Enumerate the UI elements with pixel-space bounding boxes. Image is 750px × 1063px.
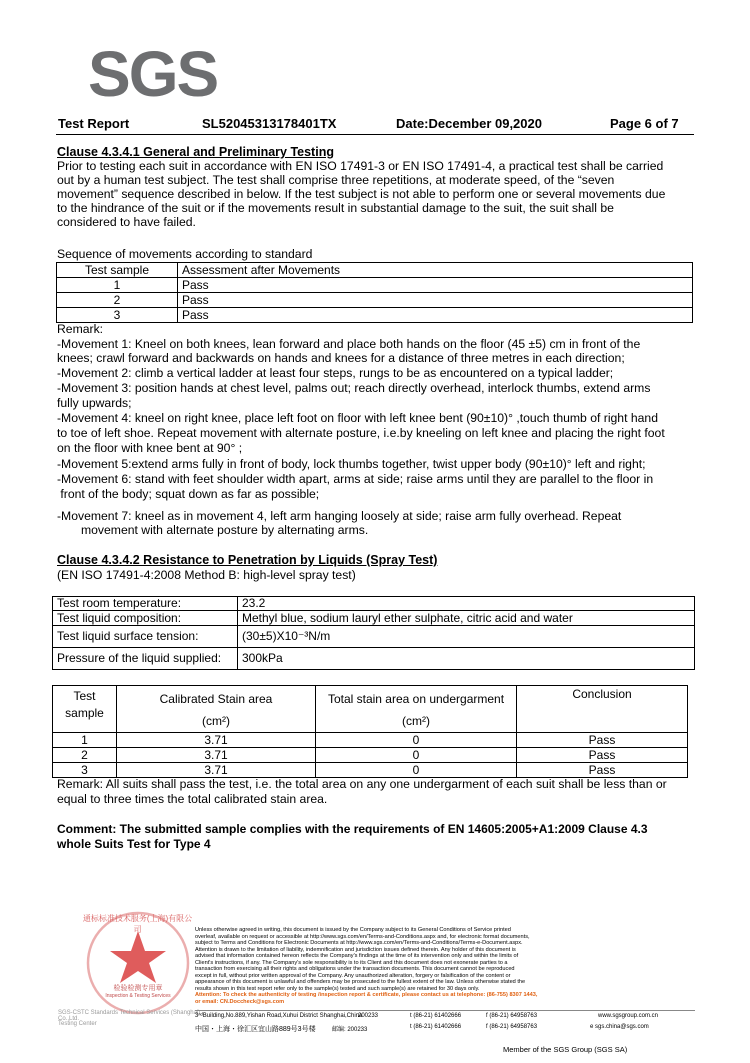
conclusion-cell: Pass bbox=[517, 748, 688, 763]
table-row bbox=[53, 748, 688, 763]
remark-line: on the floor with knee bent at 90° ; bbox=[57, 440, 243, 455]
col-header: Test sample bbox=[57, 263, 178, 278]
clause2-subtitle: (EN ISO 17491-4:2008 Method B: high-level spray test) bbox=[57, 568, 356, 582]
clause1-intro bbox=[57, 159, 697, 229]
stain-cell: 3.71 bbox=[117, 733, 316, 748]
stain-cell: 3.71 bbox=[117, 763, 316, 778]
footer-fax-cn: f (86-21) 64958763 bbox=[486, 1024, 538, 1030]
sample-cell: 3 bbox=[57, 308, 178, 323]
table-row bbox=[53, 611, 695, 626]
company-stamp bbox=[60, 905, 210, 1035]
intro-line: out by a human test subject. The test shall comprise three repetitions, at moderate speed, of the “seven bbox=[57, 173, 615, 187]
disclaimer-line: Client's instructions, if any. The Company's sole responsibility is to its Client and this document does not exonerate parties to a bbox=[195, 959, 508, 966]
assessment-cell: Pass bbox=[178, 293, 693, 308]
remark-line: -Movement 6: stand with feet shoulder width apart, arms at side; raise arms until they are parallel to the floor in bbox=[57, 472, 654, 487]
table-row bbox=[53, 733, 688, 748]
remark-line: -Movement 7: kneel as in movement 4, left arm hanging loosely at side; raise arm fully overhead. Repeat bbox=[57, 509, 622, 523]
footer-web: www.sgsgroup.com.cn bbox=[598, 1013, 659, 1019]
remark-line: knees; crawl forward and backwards on hands and knees for a distance of three metres in each direction; bbox=[57, 351, 625, 366]
sample-cell: 2 bbox=[57, 293, 178, 308]
movement-table bbox=[56, 262, 693, 323]
results-table bbox=[52, 685, 688, 778]
condition-value: (30±5)X10⁻³N/m bbox=[238, 626, 695, 648]
footer-member: Member of the SGS Group (SGS SA) bbox=[503, 1045, 628, 1054]
footer-postcode-cn: 邮编: 200233 bbox=[332, 1027, 368, 1033]
disclaimer-line: advised that information contained hereon reflects the Company's findings at the time of its intervention only and within the limits of bbox=[195, 953, 519, 959]
col-header bbox=[117, 686, 316, 733]
disclaimer-line: Unless otherwise agreed in writing, this document is issued by the Company subject to its General Conditions of Service printed bbox=[195, 927, 511, 933]
sequence-caption: Sequence of movements according to standard bbox=[57, 247, 313, 261]
remark-line: fully upwards; bbox=[57, 395, 132, 410]
stamp-ring-text: 通标标准技术服务(上海)有限公司 bbox=[82, 914, 193, 934]
stain-cell: 3.71 bbox=[117, 748, 316, 763]
condition-label: Pressure of the liquid supplied: bbox=[53, 648, 238, 670]
condition-label: Test liquid surface tension: bbox=[53, 626, 238, 648]
condition-label: Test liquid composition: bbox=[53, 611, 238, 626]
total-cell: 0 bbox=[316, 748, 517, 763]
movement-7 bbox=[57, 509, 697, 537]
header-text: Calibrated Stain area bbox=[159, 692, 273, 706]
footer-address-en: 3ⁿᵈBuilding,No.889,Yishan Road,Xuhui District Shanghai,China bbox=[195, 1013, 363, 1019]
header-text: (cm²) bbox=[202, 714, 230, 728]
total-cell: 0 bbox=[316, 733, 517, 748]
page-number: Page 6 of 7 bbox=[610, 116, 679, 131]
report-label: Test Report bbox=[58, 116, 130, 131]
assessment-cell: Pass bbox=[178, 278, 693, 293]
attention-line: Attention: To check the authenticity of testing /inspection report & certificate, please contact us at telephone: (86-755) 8307 1443, bbox=[195, 992, 538, 998]
disclaimer-line: transaction from exercising all their rights and obligations under the transaction documents. This document cannot be reproduced bbox=[195, 966, 515, 972]
footer-tel-cn: t (86-21) 61402666 bbox=[410, 1024, 462, 1030]
header-text: Test bbox=[73, 689, 96, 703]
sample-cell: 3 bbox=[53, 763, 117, 778]
col-header bbox=[316, 686, 517, 733]
condition-value: 300kPa bbox=[238, 648, 695, 670]
footer-tel-en: t (86-21) 61402666 bbox=[410, 1013, 462, 1019]
sample-cell: 1 bbox=[57, 278, 178, 293]
table-row bbox=[53, 597, 695, 611]
intro-line: movement” sequence described in below. If the test subject is not able to perform one or several movements due bbox=[57, 187, 666, 201]
stamp-side-text-2: Testing Center bbox=[58, 1021, 97, 1027]
conclusion-comment bbox=[57, 822, 697, 852]
footer-postcode-en: 200233 bbox=[358, 1013, 379, 1019]
table-header-row bbox=[57, 263, 693, 278]
conditions-table bbox=[52, 596, 695, 670]
attention-line: or email: CN.Doccheck@sgs.com bbox=[195, 998, 285, 1005]
disclaimer-line: except in full, without prior written approval of the Company. Any unauthorized alteration, forgery or falsification of the content or bbox=[195, 972, 511, 979]
intro-line: considered to have failed. bbox=[57, 215, 196, 229]
remark-line: Remark: All suits shall pass the test, i.e. the total area on any one undergarment of each suit shall be less than or bbox=[57, 777, 667, 791]
col-header bbox=[53, 686, 117, 733]
footer-address-cn: 中国・上海・徐汇区宜山路889号3号楼 bbox=[195, 1026, 316, 1033]
table-row bbox=[53, 648, 695, 670]
remark-line: front of the body; squat down as far as possible; bbox=[57, 486, 320, 501]
remark-line: movement with alternate posture by alternating arms. bbox=[81, 523, 369, 537]
table-row bbox=[53, 763, 688, 778]
sample-cell: 1 bbox=[53, 733, 117, 748]
disclaimer-line: overleaf, available on request or accessible at http://www.sgs.com/en/Terms-and-Conditions.aspx and, for electronic format documents, bbox=[195, 933, 530, 940]
footer-fax-en: f (86-21) 64958763 bbox=[486, 1013, 538, 1019]
sgs-logo: SGS bbox=[88, 38, 218, 110]
assessment-cell: Pass bbox=[178, 308, 693, 323]
conclusion-cell: Pass bbox=[517, 763, 688, 778]
header-text: (cm²) bbox=[402, 714, 430, 728]
condition-value: Methyl blue, sodium lauryl ether sulphate, citric acid and water bbox=[238, 611, 695, 626]
table-row bbox=[57, 278, 693, 293]
intro-line: Prior to testing each suit in accordance with EN ISO 17491-3 or EN ISO 17491-4, a practical test shall be carried bbox=[57, 159, 664, 173]
table-row bbox=[53, 626, 695, 648]
footer-divider bbox=[195, 1010, 695, 1011]
remark-line: -Movement 5:extend arms fully in front of body, lock thumbs together, twist upper body (90±10)° left and right; bbox=[57, 457, 646, 472]
clause2-title: Clause 4.3.4.2 Resistance to Penetration by Liquids (Spray Test) bbox=[57, 553, 438, 567]
header-divider bbox=[56, 134, 694, 135]
header-text: sample bbox=[65, 706, 104, 720]
remark-line: Remark: bbox=[57, 322, 104, 336]
report-date: Date:December 09,2020 bbox=[396, 116, 542, 131]
disclaimer-line: Attention is drawn to the limitation of liability, indemnification and jurisdiction issues defined therein. Any holder of this document is bbox=[195, 946, 516, 953]
remark-line: -Movement 3: position hands at chest level, palms out; reach directly overhead, interlock thumbs, extend arms bbox=[57, 380, 651, 395]
table-row bbox=[57, 293, 693, 308]
footer-email: e sgs.china@sgs.com bbox=[590, 1024, 649, 1030]
footer-disclaimer bbox=[195, 927, 695, 1005]
remark-line: -Movement 1: Kneel on both knees, lean forward and place both hands on the floor (45 ±5) cm in front of the bbox=[57, 336, 641, 351]
condition-value: 23.2 bbox=[238, 597, 695, 611]
remark-line: to toe of left shoe. Repeat movement with alternate posture, i.e.by kneeling on left knee and placing the right foot bbox=[57, 425, 665, 440]
remark-line: equal to three times the total calibrated stain area. bbox=[57, 792, 328, 806]
comment-line: Comment: The submitted sample complies with the requirements of EN 14605:2005+A1:2009 Clause 4.3 bbox=[57, 822, 648, 836]
conclusion-cell: Pass bbox=[517, 733, 688, 748]
disclaimer-line: results shown in this test report refer only to the sample(s) tested and such sample(s) are retained for 30 days only. bbox=[195, 985, 480, 992]
condition-label: Test room temperature: bbox=[53, 597, 238, 611]
header-text: Total stain area on undergarment bbox=[327, 692, 505, 706]
intro-line: to the hindrance of the suit or if the movements result in substantial damage to the suit, the suit shall be bbox=[57, 201, 614, 215]
sample-cell: 2 bbox=[53, 748, 117, 763]
results-remark bbox=[57, 777, 697, 807]
movement-remarks bbox=[57, 322, 697, 501]
stamp-sub-text: Inspection & Testing Services bbox=[105, 993, 171, 999]
clause1-title: Clause 4.3.4.1 General and Preliminary Testing bbox=[57, 145, 334, 159]
table-header-row bbox=[53, 686, 688, 733]
disclaimer-line: subject to Terms and Conditions for Electronic Documents at http://www.sgs.com/en/Terms-and-Conditions/Terms-e-Document.aspx. bbox=[195, 940, 523, 946]
total-cell: 0 bbox=[316, 763, 517, 778]
col-header: Conclusion bbox=[517, 686, 688, 733]
disclaimer-line: appearance of this document is unlawful and offenders may be prosecuted to the fullest extent of the law. Unless otherwise stated the bbox=[195, 979, 526, 985]
report-number: SL52045313178401TX bbox=[202, 116, 337, 131]
remark-line: -Movement 2: climb a vertical ladder at least four steps, rungs to be as encountered on a typical ladder; bbox=[57, 366, 614, 381]
stamp-center-text: 检验检测专用章 bbox=[113, 985, 163, 992]
stamp-side-text: SGS-CSTC Standards Technical Services (Shanghai) Co.,Ltd. bbox=[58, 1010, 201, 1022]
remark-line: -Movement 4: kneel on right knee, place left foot on floor with left knee bent (90±10)° ,touch thumb of right hand bbox=[57, 411, 658, 426]
col-header: Assessment after Movements bbox=[178, 263, 693, 278]
star-icon bbox=[110, 931, 166, 983]
table-row bbox=[57, 308, 693, 323]
comment-line: whole Suits Test for Type 4 bbox=[57, 837, 211, 851]
